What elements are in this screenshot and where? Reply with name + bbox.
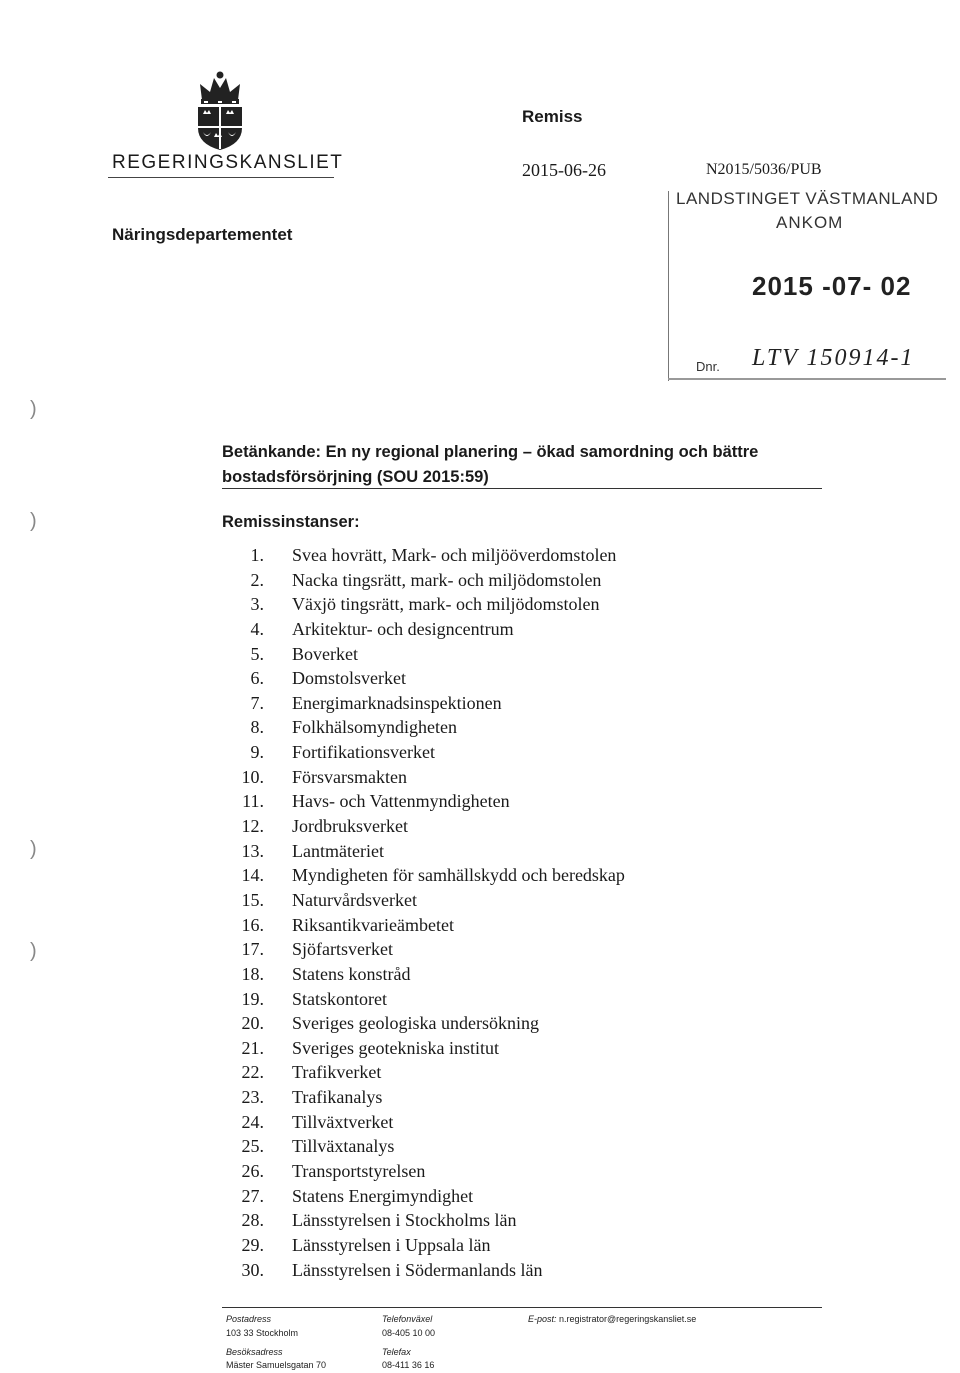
- recipient-number: 5.: [250, 643, 264, 664]
- recipient-name: Havs- och Vattenmyndigheten: [292, 791, 510, 812]
- document-date: 2015-06-26: [522, 160, 606, 180]
- recipient-name: Energimarknadsinspektionen: [292, 692, 502, 713]
- footer-postal-label: Postadress: [226, 1314, 272, 1324]
- recipient-number: 21.: [241, 1037, 264, 1058]
- recipient-number: 30.: [241, 1259, 264, 1280]
- scan-artifact: ): [30, 838, 37, 860]
- subject-heading: Betänkande: En ny regional planering – ökad samordning och bättre bostadsförsörjning (SOU 2015:59): [222, 443, 759, 486]
- recipient-number: 27.: [241, 1185, 264, 1206]
- recipient-name: Riksantikvarieämbetet: [292, 914, 454, 935]
- recipient-number: 26.: [241, 1161, 264, 1182]
- recipient-name: Boverket: [292, 643, 358, 664]
- recipient-number: 2.: [250, 569, 264, 590]
- footer-divider: [222, 1307, 822, 1308]
- recipient-number: 6.: [250, 668, 264, 689]
- recipient-name: Statskontoret: [292, 988, 387, 1009]
- footer-email: [528, 1314, 696, 1324]
- footer-fax-value: 08-411 36 16: [382, 1360, 435, 1370]
- scan-artifact: ): [30, 940, 37, 962]
- recipient-number: 17.: [241, 939, 264, 960]
- recipient-name: Tillväxtverket: [292, 1111, 394, 1132]
- recipient-name: Statens Energimyndighet: [292, 1185, 474, 1206]
- stamp-dnr-handwritten: LTV 150914-1: [752, 345, 915, 371]
- document-reference: N2015/5036/PUB: [706, 161, 822, 178]
- recipient-name: Domstolsverket: [292, 668, 406, 689]
- recipient-name: Nacka tingsrätt, mark- och miljödomstolen: [292, 569, 602, 590]
- recipient-name: Växjö tingsrätt, mark- och miljödomstolen: [292, 594, 600, 615]
- footer-fax-label: Telefax: [382, 1347, 411, 1357]
- recipient-name: Statens konstråd: [292, 963, 411, 984]
- recipient-name: Sveriges geotekniska institut: [292, 1037, 499, 1058]
- recipient-name: Sjöfartsverket: [292, 939, 393, 960]
- recipient-number: 11.: [242, 791, 264, 812]
- recipient-number: 25.: [241, 1136, 264, 1157]
- recipient-number: 7.: [250, 692, 264, 713]
- recipient-number: 29.: [241, 1234, 264, 1255]
- organization-name: REGERINGSKANSLIET: [112, 152, 344, 173]
- footer-email-label: E-post:: [528, 1314, 557, 1324]
- recipient-number: 20.: [241, 1013, 264, 1034]
- recipients-heading: Remissinstanser:: [222, 513, 360, 531]
- recipient-number: 19.: [241, 988, 264, 1009]
- recipient-number: 16.: [241, 914, 264, 935]
- recipient-name: Jordbruksverket: [292, 816, 408, 837]
- divider: [108, 177, 334, 178]
- stamp-border: [668, 378, 946, 380]
- recipient-name: Länsstyrelsen i Uppsala län: [292, 1234, 491, 1255]
- footer-visit-label: Besöksadress: [226, 1347, 283, 1357]
- recipient-number: 18.: [241, 963, 264, 984]
- recipient-number: 22.: [241, 1062, 264, 1083]
- recipient-number: 8.: [250, 717, 264, 738]
- document-type: Remiss: [522, 107, 583, 126]
- recipient-number: 9.: [250, 742, 264, 763]
- stamp-dnr-label: Dnr.: [696, 359, 720, 374]
- recipient-name: Fortifikationsverket: [292, 742, 435, 763]
- stamp-date: 2015 -07- 02: [752, 271, 912, 301]
- recipient-name: Trafikanalys: [292, 1087, 383, 1108]
- recipient-name: Tillväxtanalys: [292, 1136, 395, 1157]
- recipient-name: Trafikverket: [292, 1062, 382, 1083]
- divider: [222, 488, 822, 489]
- coat-of-arms-icon: [190, 70, 250, 152]
- recipient-number: 28.: [241, 1210, 264, 1231]
- recipient-name: Arkitektur- och designcentrum: [292, 618, 514, 639]
- recipient-name: Försvarsmakten: [292, 766, 407, 787]
- footer-visit-value: Mäster Samuelsgatan 70: [226, 1360, 327, 1370]
- footer-phone-label: Telefonväxel: [382, 1314, 433, 1324]
- footer-phone-value: 08-405 10 00: [382, 1328, 436, 1338]
- stamp-received-label: ANKOM: [776, 213, 844, 232]
- recipient-name: Myndigheten för samhällskydd och beredskap: [292, 865, 625, 886]
- received-stamp: [668, 183, 946, 383]
- scan-artifact: ): [30, 398, 37, 420]
- footer-email-value: n.registrator@regeringskansliet.se: [559, 1314, 697, 1324]
- recipient-number: 10.: [241, 766, 264, 787]
- recipient-name: Länsstyrelsen i Stockholms län: [292, 1210, 517, 1231]
- recipient-number: 15.: [241, 889, 264, 910]
- recipient-name: Naturvårdsverket: [292, 889, 417, 910]
- department-name: Näringsdepartementet: [112, 225, 293, 244]
- recipient-number: 23.: [241, 1087, 264, 1108]
- recipient-name: Svea hovrätt, Mark- och miljööverdomstolen: [292, 545, 617, 565]
- recipient-name: Lantmäteriet: [292, 840, 384, 861]
- footer-postal-value: 103 33 Stockholm: [226, 1328, 299, 1338]
- recipient-name: Sveriges geologiska undersökning: [292, 1013, 539, 1034]
- stamp-border: [668, 191, 669, 381]
- recipient-name: Transportstyrelsen: [292, 1161, 426, 1182]
- scan-artifact: ): [30, 510, 37, 532]
- recipient-number: 4.: [250, 618, 264, 639]
- recipient-number: 13.: [241, 840, 264, 861]
- stamp-organization: LANDSTINGET VÄSTMANLAND: [676, 189, 939, 208]
- recipient-number: 14.: [241, 865, 264, 886]
- recipient-name: Länsstyrelsen i Södermanlands län: [292, 1259, 543, 1280]
- recipient-number: 12.: [241, 816, 264, 837]
- recipient-number: 3.: [250, 594, 264, 615]
- recipient-number: 1.: [250, 545, 264, 565]
- recipient-number: 24.: [241, 1111, 264, 1132]
- recipient-name: Folkhälsomyndigheten: [292, 717, 457, 738]
